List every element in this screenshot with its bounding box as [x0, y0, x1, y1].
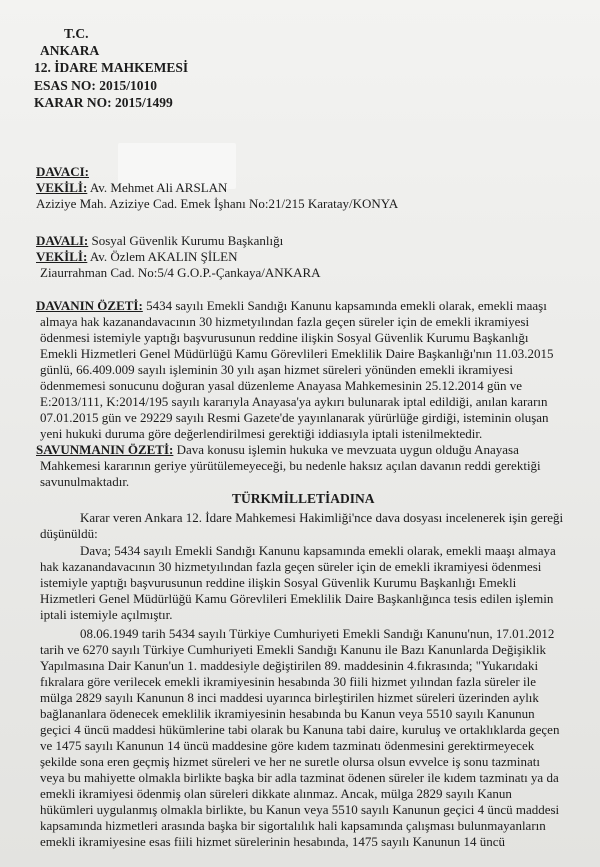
- davaci-label: DAVACI:: [36, 164, 89, 179]
- vekili-2-name: Av. Özlem AKALIN ŞİLEN: [89, 249, 238, 264]
- body-line: emekli ikramiyesi ödenmiş olan süreleri dikkate alınmaz. Ancak, mülga 2829 sayılı Kanun: [40, 786, 512, 801]
- body-line: şekilde sona eren geçmiş hizmet süreleri ve her ne suretle olursa olsun evvelce iş sonu tazminatı: [40, 754, 540, 769]
- ozet-line: 07.01.2015 gün ve 29229 sayılı Resmi Gazete'de yayınlanarak yürürlüğe girdiği, isteminin oluşan: [40, 410, 549, 425]
- section-heading: TÜRKMİLLETİADINA: [232, 491, 375, 506]
- ozet-line: ödenmesi istemiyle yaptığı başvurusunun reddine ilişkin Sosyal Güvenlik Kurumu Başkanlığı: [40, 330, 529, 345]
- ozet-label: DAVANIN ÖZETİ:: [36, 298, 143, 313]
- body-line: hükümleri uygulanmış olmakla birlikte, bu Kanun veya 5510 sayılı Kanunun geçici 4 üncü maddesi: [40, 802, 560, 817]
- body-line: hak kazanandavacının 30 hizmetyılından fazla geçen süreler için de emekli ikramiyesi ödenmesi: [40, 559, 542, 574]
- header-tc: T.C.: [64, 26, 89, 41]
- savunma-line: savunulmaktadır.: [40, 474, 130, 489]
- davali-label: DAVALI:: [36, 233, 89, 248]
- body-line: Hizmetleri Genel Müdürlüğü Kamu Görevlileri Emeklilik Daire Başkanlığınca tesis edilen işlemin: [40, 591, 554, 606]
- body-line: ve 1475 sayılı Kanunun 14 üncü maddesine göre kıdem tazminatı ödenmesini gerektirmeyecek: [40, 738, 535, 753]
- vekili-1-label: VEKİLİ:: [36, 180, 88, 195]
- vekili-2-label: VEKİLİ:: [36, 249, 88, 264]
- body-line: emekli ikramiyesine esas fiili hizmet sürelerinin hesabında, 1475 sayılı Kanunun 14 üncü: [40, 834, 505, 849]
- body-line: Dava; 5434 sayılı Emekli Sandığı Kanunu kapsamında emekli olarak, emekli maaşı almaya: [80, 543, 556, 558]
- body-line: veya bu mahiyette olmakla birlikte başka bir adla tazminat ödenen süreler ile kıdem tazminatı ya da: [40, 770, 559, 785]
- ozet-first-text: 5434 sayılı Emekli Sandığı Kanunu kapsamında emekli olarak, emekli maaşı: [146, 298, 547, 313]
- ozet-first-line: [36, 298, 547, 314]
- body-line: geçici 4 üncü maddesi hükümlerine tabi olarak bu Kanuna tabi daire, kuruluş ve ortaklıklarda geçen: [40, 722, 560, 737]
- vekili-1: [36, 180, 227, 196]
- body-line: Yapılmasına Dair Kanun'un 1. maddesiyle değiştirilen 89. maddesinin 4.fıkrasında; "Yukarıdaki: [40, 658, 539, 673]
- body-line: bağlananlara ödenecek emeklilik ikramiyesinin hesabında bu Kanun veya 5510 sayılı Kanunun: [40, 706, 535, 721]
- savunma-line: Mahkemesi kararının geriye yürütülemeyeceği, bu nedenle haksız açılan davanın reddi gerektiği: [40, 458, 541, 473]
- header-court: 12. İDARE MAHKEMESİ: [34, 60, 189, 75]
- davali-name: Sosyal Güvenlik Kurumu Başkanlığı: [91, 233, 284, 248]
- savunma-first-text: Dava konusu işlemin hukuka ve mevzuata uygun olduğu Anayasa: [176, 442, 519, 457]
- body-line: iptali istemiyle açılmıştır.: [40, 607, 173, 622]
- ozet-line: Emekli Hizmetleri Genel Müdürlüğü Kamu Görevlileri Emeklilik Daire Başkanlığı'nın 11.03.2015: [40, 346, 554, 361]
- vekili-2: [36, 249, 238, 265]
- body-line: Karar veren Ankara 12. İdare Mahkemesi Hakimliği'nce dava dosyası incelenerek işin gereği: [80, 510, 564, 525]
- vekili-1-name: Av. Mehmet Ali ARSLAN: [89, 180, 228, 195]
- body-line: kapsamında hizmetleri arasında başka bir sigortalılık hali kapsamında çalışması bulunmayanların: [40, 818, 546, 833]
- header-esas: ESAS NO: 2015/1010: [34, 78, 158, 93]
- ozet-line: yeni hukuki duruma göre değerlendirilmesi gerektiği iddiasıyla iptali istenilmektedir.: [40, 426, 483, 441]
- ozet-line: E:2013/111, K:2014/195 sayılı kararıyla Anayasa'ya aykırı bulunarak iptal edildiği, anılan kararın: [40, 394, 548, 409]
- header-karar: KARAR NO: 2015/1499: [34, 95, 173, 110]
- body-line: fıkralara göre verilecek emekli ikramiyesinin hesabında 30 fiili hizmet yılından fazla süreler ile: [40, 674, 536, 689]
- body-line: 08.06.1949 tarih 5434 sayılı Türkiye Cumhuriyeti Emekli Sandığı Kanunu'nun, 17.01.2012: [80, 626, 555, 641]
- davali: [36, 233, 283, 249]
- body-line: tarih ve 6270 sayılı Türkiye Cumhuriyeti Emekli Sandığı Kanunu ile Bazı Kanunlarda Değişiklik: [40, 642, 546, 657]
- vekili-1-address: Aziziye Mah. Aziziye Cad. Emek İşhanı No:21/215 Karatay/KONYA: [36, 196, 399, 211]
- ozet-line: günlü, 66.409.009 sayılı işleminin 30 yılı aşan hizmet süreleri yönünden emekli ikramiyesi: [40, 362, 513, 377]
- body-line: istemiyle yaptığı başvurusunun reddine ilişkin Sosyal Güvenlik Kurumu Başkanlığı Emekli: [40, 575, 517, 590]
- savunma-first-line: [36, 442, 519, 458]
- savunma-label: SAVUNMANIN ÖZETİ:: [36, 442, 174, 457]
- ozet-line: ödenmemesi sonucunu doğuran yasal düzenleme Anayasa Mahkemesinin 25.12.2014 gün ve: [40, 378, 522, 393]
- body-line: mülga 2829 sayılı Kanunun 8 inci maddesi uyarınca birleştirilen hizmet süreleri üzerinden aylık: [40, 690, 539, 705]
- header-city: ANKARA: [40, 43, 100, 58]
- body-line: düşünüldü:: [40, 526, 98, 541]
- ozet-line: almaya hak kazanandavacının 30 hizmetyılından fazla geçen süreler için de emekli ikramiyesi: [40, 314, 530, 329]
- vekili-2-address: Ziaurrahman Cad. No:5/4 G.O.P.-Çankaya/ANKARA: [40, 265, 321, 280]
